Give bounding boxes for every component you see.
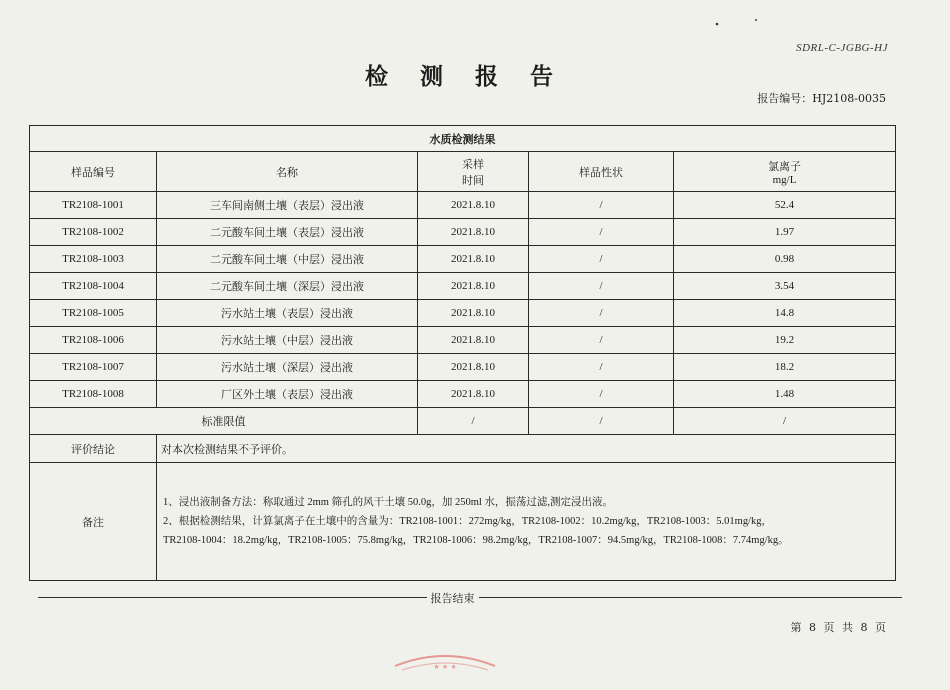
cell-date: 2021.8.10 (418, 300, 529, 327)
col-header-sample-no: 样品编号 (30, 152, 157, 192)
cell-properties: / (529, 381, 674, 408)
scan-specks (714, 14, 774, 33)
cell-date: 2021.8.10 (418, 219, 529, 246)
table-row (30, 381, 896, 408)
conclusion-row (30, 435, 896, 463)
table-row (30, 354, 896, 381)
cell-date: 2021.8.10 (418, 381, 529, 408)
remarks-line-1: 1、浸出液制备方法：称取通过 2mm 筛孔的风干土壤 50.0g，加 250ml 水，振荡过滤,测定浸出液。 (163, 497, 614, 508)
section-title: 水质检测结果 (30, 126, 896, 152)
report-title: 检 测 报 告 (364, 63, 566, 90)
cell-sample-no: TR2108-1005 (30, 300, 157, 327)
table-row (30, 192, 896, 219)
header-row (30, 152, 896, 192)
col-header-sampling-time-line1: 采样 (462, 158, 484, 171)
cell-properties: / (529, 192, 674, 219)
limit-row (30, 408, 896, 435)
report-number-value: HJ2108-0035 (812, 92, 886, 105)
cell-name: 二元酸车间土壤（表层）浸出液 (157, 219, 418, 246)
red-seal-stamp (390, 652, 500, 690)
cell-date: 2021.8.10 (418, 246, 529, 273)
page-number: 第 8 页 共 8 页 (790, 621, 886, 634)
cell-chloride: 0.98 (674, 246, 896, 273)
cell-chloride: 14.8 (674, 300, 896, 327)
svg-text:★ ★ ★: ★ ★ ★ (433, 663, 457, 671)
cell-properties: / (529, 354, 674, 381)
cell-sample-no: TR2108-1002 (30, 219, 157, 246)
table-row (30, 273, 896, 300)
cell-properties: / (529, 219, 674, 246)
report-number-label: 报告编号： (757, 92, 813, 105)
cell-chloride: 52.4 (674, 192, 896, 219)
table-row (30, 246, 896, 273)
cell-name: 二元酸车间土壤（中层）浸出液 (157, 246, 418, 273)
cell-name: 污水站土壤（中层）浸出液 (157, 327, 418, 354)
report-end (0, 590, 905, 606)
table-row (30, 300, 896, 327)
remarks-content (157, 463, 896, 581)
cell-chloride: 1.97 (674, 219, 896, 246)
remarks-line-2: 2、根据检测结果，计算氯离子在土壤中的含量为：TR2108-1001：272mg/kg，TR2108-1002：10.2mg/kg，TR2108-1003：5.01mg/kg， (163, 516, 772, 527)
cell-properties: / (529, 327, 674, 354)
cell-name: 三车间南侧土壤（表层）浸出液 (157, 192, 418, 219)
table-row (30, 327, 896, 354)
conclusion-label: 评价结论 (30, 435, 157, 463)
table-row (30, 219, 896, 246)
remarks-line-3: TR2108-1004：18.2mg/kg，TR2108-1005：75.8mg/kg，TR2108-1006：98.2mg/kg，TR2108-1007：94.5mg/kg，TR2108-1008：7.74mg/kg。 (163, 535, 789, 546)
cell-sample-no: TR2108-1006 (30, 327, 157, 354)
cell-properties: / (529, 273, 674, 300)
cell-date: 2021.8.10 (418, 273, 529, 300)
cell-sample-no: TR2108-1004 (30, 273, 157, 300)
report-end-label: 报告结束 (427, 592, 479, 605)
limit-chloride: / (674, 408, 896, 435)
col-header-chloride-line1: 氯离子 (768, 160, 801, 173)
col-header-name: 名称 (157, 152, 418, 192)
cell-date: 2021.8.10 (418, 327, 529, 354)
cell-name: 污水站土壤（表层）浸出液 (157, 300, 418, 327)
col-header-chloride-unit: mg/L (772, 173, 797, 186)
cell-sample-no: TR2108-1007 (30, 354, 157, 381)
cell-date: 2021.8.10 (418, 354, 529, 381)
cell-chloride: 19.2 (674, 327, 896, 354)
cell-sample-no: TR2108-1003 (30, 246, 157, 273)
cell-properties: / (529, 246, 674, 273)
col-header-properties: 样品性状 (529, 152, 674, 192)
document-code: SDRL-C-JGBG-HJ (796, 42, 888, 54)
cell-chloride: 18.2 (674, 354, 896, 381)
results-table (29, 125, 896, 581)
cell-sample-no: TR2108-1008 (30, 381, 157, 408)
limit-label: 标准限值 (30, 408, 418, 435)
cell-name: 二元酸车间土壤（深层）浸出液 (157, 273, 418, 300)
remarks-label: 备注 (30, 463, 157, 581)
report-number (757, 90, 886, 106)
cell-date: 2021.8.10 (418, 192, 529, 219)
remarks-row (30, 463, 896, 581)
col-header-chloride (674, 152, 896, 192)
limit-properties: / (529, 408, 674, 435)
conclusion-text: 对本次检测结果不予评价。 (157, 435, 896, 463)
cell-chloride: 1.48 (674, 381, 896, 408)
cell-name: 污水站土壤（深层）浸出液 (157, 354, 418, 381)
cell-name: 厂区外土壤（表层）浸出液 (157, 381, 418, 408)
limit-date: / (418, 408, 529, 435)
cell-properties: / (529, 300, 674, 327)
cell-chloride: 3.54 (674, 273, 896, 300)
col-header-sampling-time-line2: 时间 (462, 174, 484, 187)
cell-sample-no: TR2108-1001 (30, 192, 157, 219)
col-header-sampling-time (418, 152, 529, 192)
